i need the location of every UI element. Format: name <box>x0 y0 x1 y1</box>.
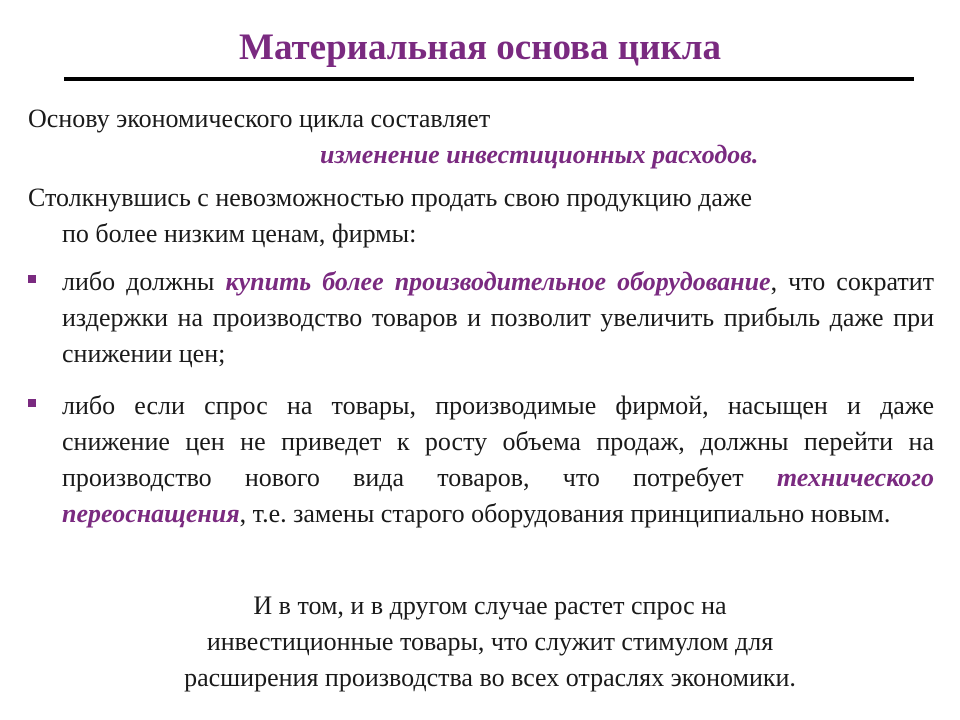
bullet-item-2 <box>28 388 934 532</box>
intro-line: Основу экономического цикла составляет <box>28 104 491 133</box>
square-bullet-icon <box>28 275 36 283</box>
closing-paragraph <box>110 588 870 696</box>
bullet-1-after: , что сократит издержки на производство товаров и позволит увеличить прибыль даже при снижении цен; <box>62 267 934 368</box>
intro-paragraph <box>28 101 928 173</box>
bullet-text-2 <box>62 388 934 532</box>
lead-paragraph <box>28 180 934 252</box>
closing-line-2: инвестиционные товары, что служит стимулом для <box>206 627 774 656</box>
lead-continuation: по более низким ценам, фирмы: <box>62 219 417 248</box>
bullet-2-after: , т.е. замены старого оборудования принципиально новым. <box>239 499 891 528</box>
title-divider <box>64 77 914 81</box>
bullet-1-highlight: купить более производительное оборудование <box>225 267 771 296</box>
bullet-2-before: либо если спрос на товары, производимые фирмой, насыщен и даже снижение цен не приведет к росту объема продаж, должны перейти на производство нового вида товаров, что потребует <box>62 391 934 492</box>
square-bullet-icon <box>28 399 36 407</box>
closing-line-3: расширения производства во всех отраслях экономики. <box>184 663 796 692</box>
lead-text: Столкнувшись с невозможностью продать свою продукцию даже <box>28 183 753 212</box>
bullet-item-1 <box>28 264 934 372</box>
slide-title: Материальная основа цикла <box>239 27 721 68</box>
bullet-text-1 <box>62 264 934 372</box>
intro-highlight: изменение инвестиционных расходов. <box>320 140 759 169</box>
bullet-2-highlight: технического переоснащения <box>62 463 934 528</box>
bullet-1-before: либо должны <box>62 267 226 296</box>
closing-line-1: И в том, и в другом случае растет спрос на <box>253 591 727 620</box>
